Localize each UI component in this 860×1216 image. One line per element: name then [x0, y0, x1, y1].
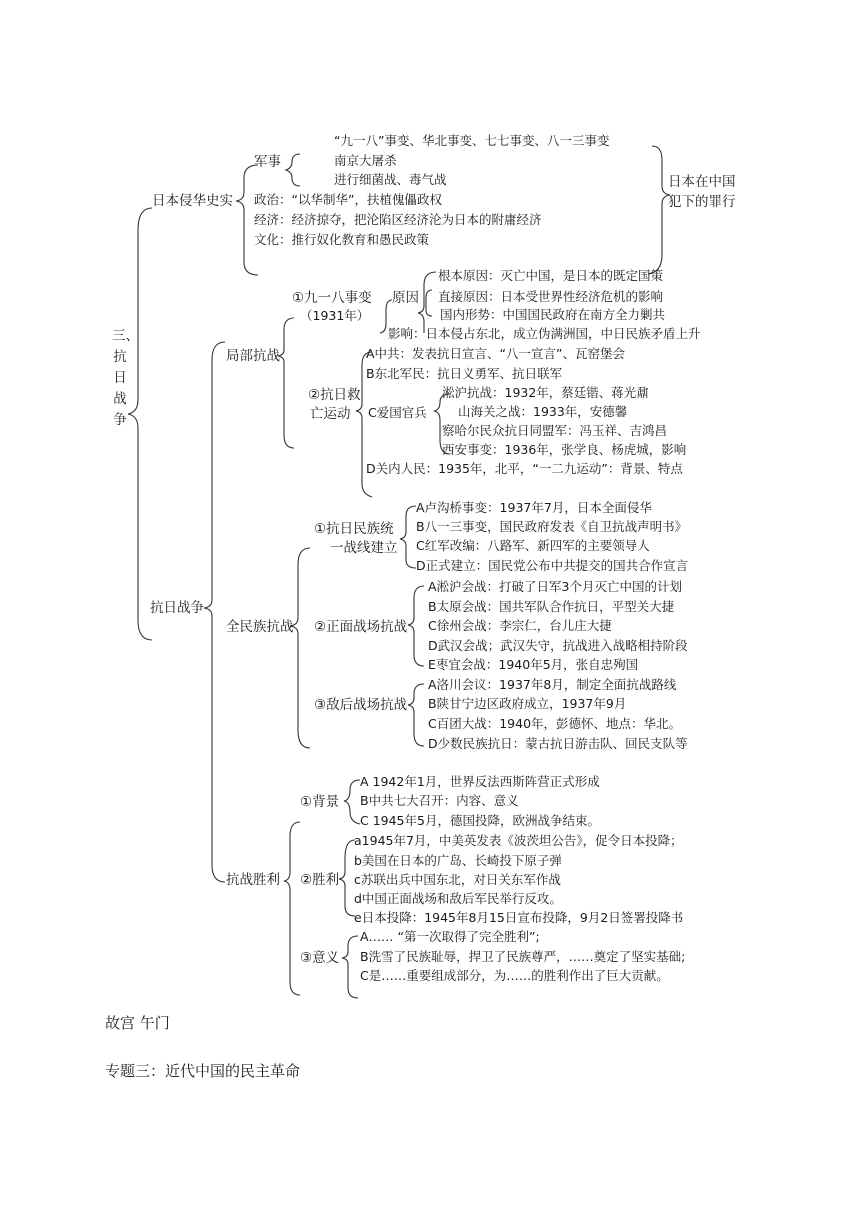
united-front-item-a: A卢沟桥事变：1937年7月，日本全面侵华 [416, 500, 652, 515]
salvation-item-c-2: 山海关之战：1933年，安德馨 [458, 404, 628, 419]
topic-heading: 专题三：近代中国的民主革命 [105, 1062, 301, 1080]
branch-war-title: 抗日战争 [150, 600, 204, 616]
rear-battlefield-title: ③敌后战场抗战 [314, 697, 408, 713]
significance-item-b: B洗雪了民族耻辱，捍卫了民族尊严，……奠定了坚实基础; [360, 949, 686, 964]
frontal-item-a: A淞沪会战：打破了日军3个月灭亡中国的计划 [428, 579, 683, 594]
salvation-item-c-1: 淞沪抗战：1932年，蔡廷锴、蒋光鼐 [442, 385, 649, 400]
military-item-1: “九一八”事变、华北事变、七七事变、八一三事变 [334, 133, 610, 148]
united-front-item-c: C红军改编：八路军、新四军的主要领导人 [416, 538, 650, 553]
frontal-battlefield-title: ②正面战场抗战 [314, 619, 408, 635]
branch-japan-aggression-title: 日本侵华史实 [152, 193, 233, 209]
rear-item-d: D少数民族抗日：蒙古抗日游击队、回民支队等 [428, 736, 688, 751]
victory-title: 抗战胜利 [226, 872, 280, 888]
root-cause: 根本原因：灭亡中国，是日本的既定国策 [438, 268, 664, 283]
impact: 影响：日本侵占东北，成立伪满洲国，中日民族矛盾上升 [388, 326, 701, 341]
local-resistance-title: 局部抗战 [226, 348, 280, 364]
salvation-item-d: D关内人民：1935年，北平，“一二九运动”：背景、特点 [366, 461, 683, 476]
significance-item-a: A…… “第一次取得了完全胜利”; [360, 929, 540, 944]
united-front-item-b: B八一三事变，国民政府发表《自卫抗战声明书》 [416, 519, 688, 534]
victory-item-d: d中国正面战场和敌后军民举行反攻。 [354, 891, 562, 906]
united-front-title-b: 一战线建立 [330, 540, 398, 556]
summary-box-text: 日本在中国犯下的罪行 [668, 174, 736, 210]
salvation-movement-title-b: 亡运动 [310, 406, 351, 422]
victory-item-c: c苏联出兵中国东北，对日关东军作战 [354, 872, 561, 887]
victory-causes-title: ②胜利 [300, 872, 340, 888]
victory-item-b: b美国在日本的广岛、长崎投下原子弹 [354, 853, 562, 868]
frontal-item-c: C徐州会战：李宗仁，台儿庄大捷 [428, 618, 612, 633]
culture-item: 文化：推行奴化教育和愚民政策 [254, 232, 430, 247]
national-resistance-title: 全民族抗战 [226, 619, 294, 635]
salvation-item-c-3: 察哈尔民众抗日同盟军：冯玉祥、吉鸿昌 [442, 423, 668, 438]
victory-item-e: e日本投降：1945年8月15日宣布投降，9月2日签署投降书 [354, 910, 684, 925]
root-title: 三、抗日战争 [112, 328, 139, 428]
salvation-item-b: B东北军民：抗日义勇军、抗日联军 [366, 366, 563, 381]
salvation-movement-title-a: ②抗日救 [308, 387, 361, 403]
united-front-item-d: D正式建立：国民党公布中共提交的国共合作宣言 [416, 558, 689, 573]
military-item-3: 进行细菌战、毒气战 [334, 172, 447, 187]
military-label: 军事 [254, 154, 281, 170]
direct-cause: 直接原因：日本受世界性经济危机的影响 [438, 289, 664, 304]
mukden-incident-year: （1931年） [300, 308, 370, 323]
background-item-b: B中共七大召开：内容、意义 [360, 793, 519, 808]
salvation-item-c-label: C爱国官兵 [368, 405, 427, 420]
politics-item: 政治：“以华制华”，扶植傀儡政权 [254, 192, 442, 207]
rear-item-b: B陕甘宁边区政府成立，1937年9月 [428, 696, 627, 711]
rear-item-c: C百团大战：1940年，彭德怀、地点：华北。 [428, 716, 682, 731]
domestic-situation: 国内形势：中国国民政府在南方全力剿共 [440, 307, 666, 322]
rear-item-a: A洛川会议：1937年8月，制定全面抗战路线 [428, 677, 677, 692]
significance-title: ③意义 [300, 950, 340, 966]
united-front-title-a: ①抗日民族统 [314, 521, 394, 537]
salvation-item-a: A中共：发表抗日宣言、“八一宣言”、瓦窑堡会 [366, 346, 626, 361]
frontal-item-b: B太原会战：国共军队合作抗日，平型关大捷 [428, 599, 675, 614]
background-item-a: A 1942年1月，世界反法西斯阵营正式形成 [360, 774, 600, 789]
salvation-item-c-4: 西安事变：1936年，张学良、杨虎城，影响 [442, 442, 687, 457]
mukden-incident-title: ①九一八事变 [292, 290, 372, 306]
cause-label: 原因 [392, 290, 419, 306]
background-title: ①背景 [300, 794, 340, 810]
frontal-item-d: D武汉会战；武汉失守，抗战进入战略相持阶段 [428, 638, 688, 653]
background-item-c: C 1945年5月，德国投降，欧洲战争结束。 [360, 813, 600, 828]
victory-item-a: a1945年7月，中美英发表《波茨坦公告》，促令日本投降； [354, 833, 683, 848]
significance-item-c: C是……重要组成部分，为……的胜利作出了巨大贡献。 [360, 968, 669, 983]
economy-item: 经济：经济掠夺，把沦陷区经济沦为日本的附庸经济 [254, 212, 542, 227]
photo-caption: 故宫 午门 [105, 1014, 170, 1032]
frontal-item-e: E枣宜会战：1940年5月，张自忠殉国 [428, 657, 639, 672]
military-item-2: 南京大屠杀 [334, 153, 397, 168]
